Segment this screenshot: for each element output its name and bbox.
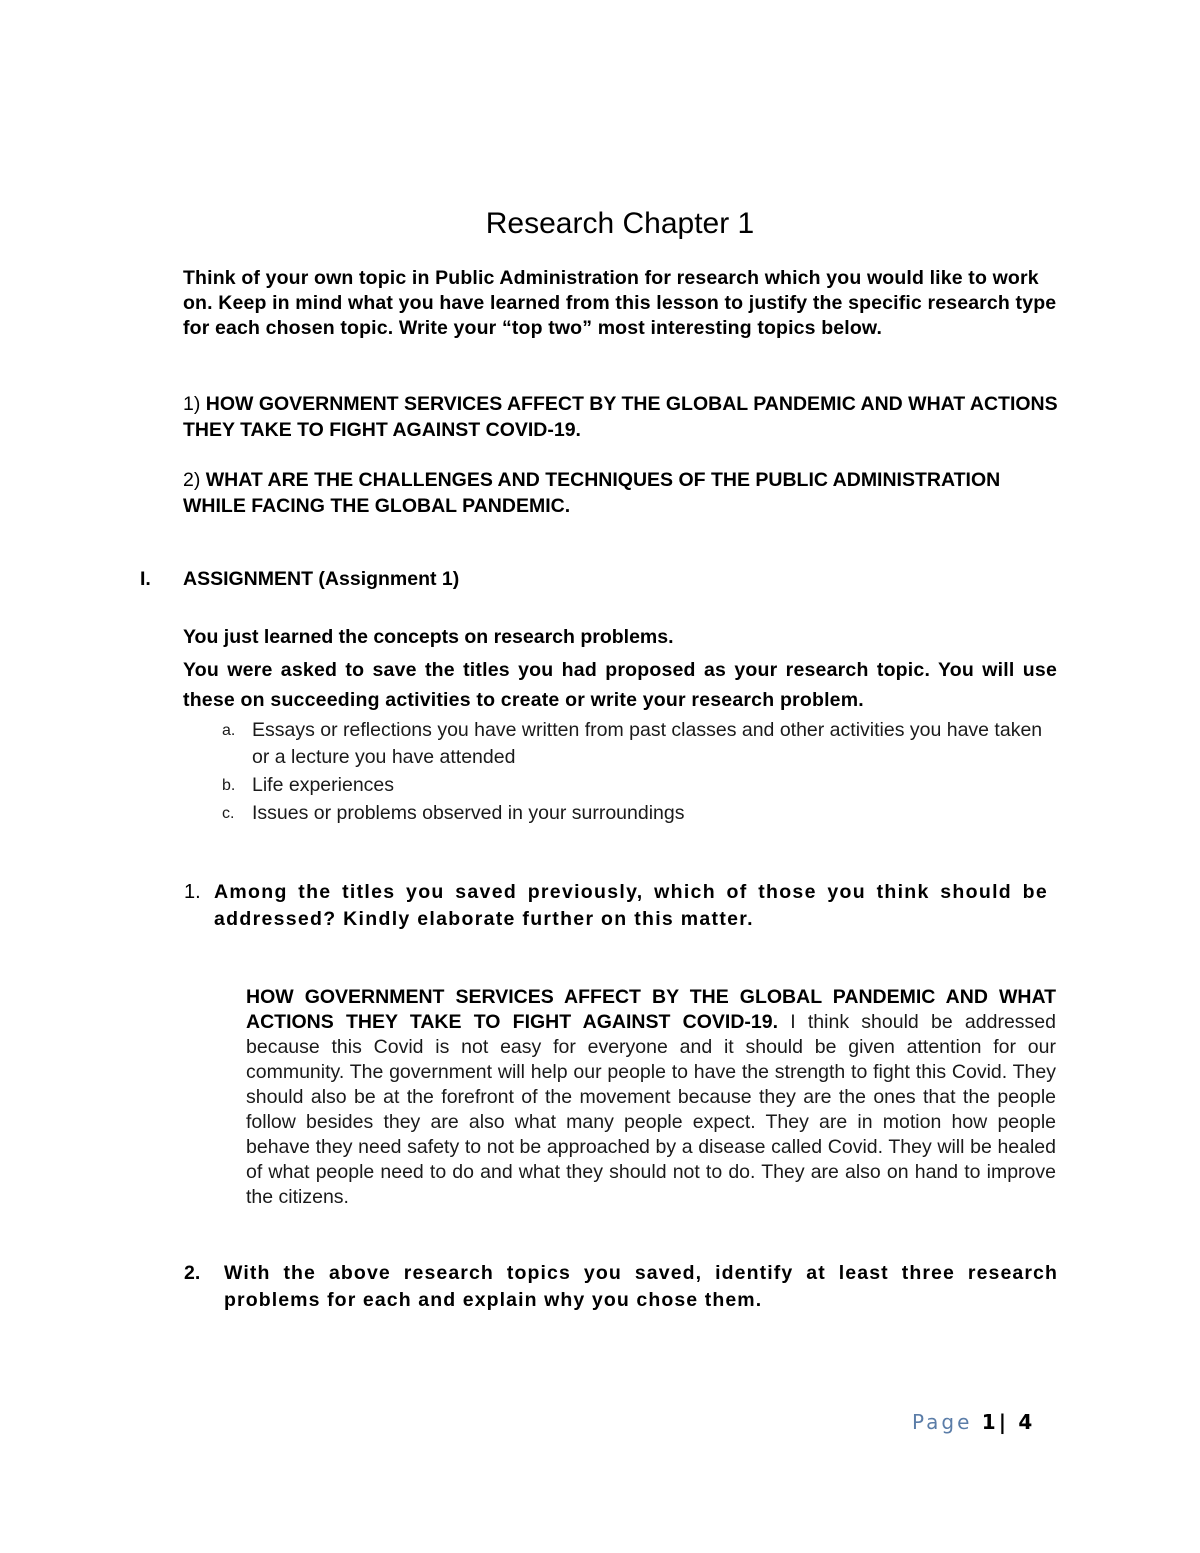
list-item: [222, 800, 1062, 827]
section-number: I.: [140, 568, 151, 590]
page-total: 4: [1018, 1410, 1036, 1434]
page-separator: |: [998, 1410, 1010, 1434]
list-text: Life experiences: [252, 774, 395, 796]
question-number: 1.: [184, 881, 201, 903]
question-text: With the above research topics you saved, identify at least three research problems for each and explain why you chose them.: [224, 1262, 1058, 1311]
section-learned-text: You just learned the concepts on research problems.: [183, 626, 674, 648]
topic-text: HOW GOVERNMENT SERVICES AFFECT BY THE GLOBAL PANDEMIC AND WHAT ACTIONS THEY TAKE TO FIGHT AGAINST COVID-19.: [183, 393, 1058, 441]
intro-paragraph: Think of your own topic in Public Administration for research which you would like to work on. Keep in mind what you have learned from this lesson to justify the specific research type for each chosen topic. Write your “top two” most interesting topics below.: [183, 267, 1057, 339]
list-letter: b.: [222, 777, 236, 794]
topic-item-2: [183, 468, 1063, 519]
question-1: [184, 879, 1048, 933]
list-item: [222, 772, 1062, 799]
answer-text: I think should be addressed because this Covid is not easy for everyone and it should be given attention for our community. The government will help our people to have the strength to fight this Covid. They should also be at the forefront of the movement because they are the ones that the people follow besides they are also what many people expect. They are in motion how people behave they need safety to not be approached by a disease called Covid. They will be healed of what people need to do and what they should not to do. They are also on hand to improve the citizens.: [246, 1011, 1056, 1208]
list-letter: c.: [222, 805, 235, 822]
list-item: [222, 717, 1062, 771]
question-text: Among the titles you saved previously, which of those you think should be addressed? Kindly elaborate further on this matter.: [214, 881, 1048, 930]
topic-number: 2): [183, 469, 201, 491]
topic-item-1: [183, 392, 1063, 443]
source-list: [222, 717, 1062, 828]
page-label: Page: [912, 1410, 973, 1434]
page-footer: [912, 1408, 1035, 1436]
list-letter: a.: [222, 722, 236, 739]
question-2: [184, 1260, 1058, 1314]
list-text: Essays or reflections you have written from past classes and other activities you have taken or a lecture you have attended: [252, 719, 1043, 768]
section-title: ASSIGNMENT (Assignment 1): [183, 568, 460, 590]
section-asked-text: You were asked to save the titles you had proposed as your research topic. You will use these on succeeding activities to create or write your research problem.: [183, 659, 1057, 711]
topic-text: WHAT ARE THE CHALLENGES AND TECHNIQUES OF THE PUBLIC ADMINISTRATION WHILE FACING THE GLOBAL PANDEMIC.: [183, 469, 1001, 517]
answer-paragraph: [246, 985, 1056, 1210]
topic-number: 1): [183, 393, 201, 415]
answer-bold-title: HOW GOVERNMENT SERVICES AFFECT BY THE GLOBAL PANDEMIC AND WHAT ACTIONS THEY TAKE TO FIGHT AGAINST COVID-19.: [246, 986, 1056, 1033]
list-text: Issues or problems observed in your surroundings: [252, 802, 685, 824]
document-title: Research Chapter 1: [485, 207, 755, 240]
page-number: 1: [981, 1410, 999, 1434]
question-number: 2.: [184, 1262, 201, 1284]
